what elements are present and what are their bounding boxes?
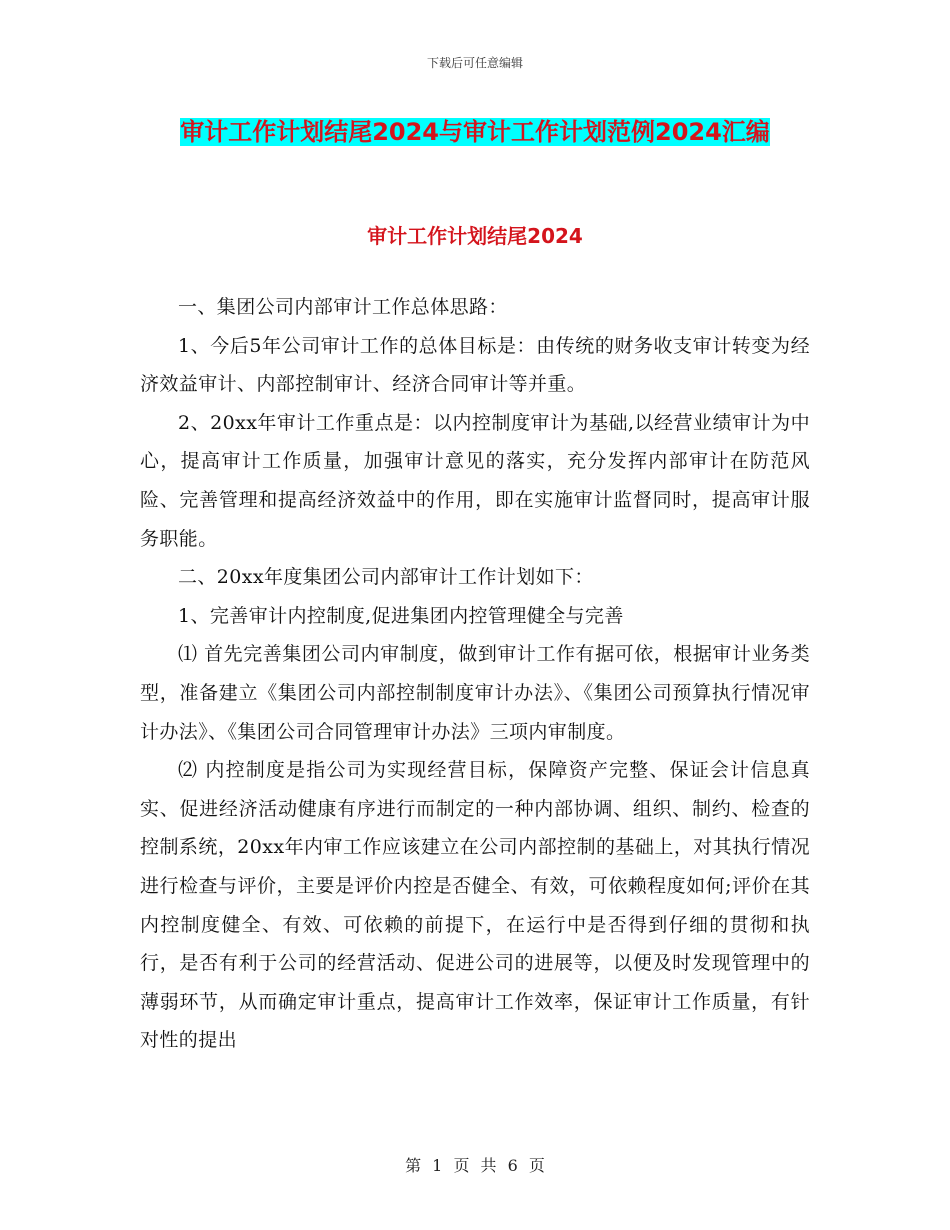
- page-number-footer: 第 1 页 共 6 页: [405, 1156, 545, 1175]
- paragraph: ⑵ 内控制度是指公司为实现经营目标，保障资产完整、保证会计信息真实、促进经济活动健康有序进行而制定的一种内部协调、组织、制约、检查的控制系统，20xx年内审工作应该建立在公司内部控制的基础上，对其执行情况进行检查与评价，主要是评价内控是否健全、有效，可依赖程度如何;评价在其内控制度健全、有效、可依赖的前提下，在运行中是否得到仔细的贯彻和执行，是否有利于公司的经营活动、促进公司的进展等，以便及时发现管理中的薄弱环节，从而确定审计重点，提高审计工作效率，保证审计工作质量，有针对性的提出: [140, 759, 810, 1052]
- header-note: 下载后可任意编辑: [426, 56, 523, 70]
- document-title: [140, 108, 810, 156]
- paragraph: 1、完善审计内控制度,促进集团内控管理健全与完善: [178, 604, 624, 627]
- document-body: [140, 288, 810, 1060]
- section-title: 审计工作计划结尾2024: [367, 224, 583, 248]
- document-title-text: 审计工作计划结尾2024与审计工作计划范例2024汇编: [180, 118, 770, 146]
- paragraph: 1、今后5年公司审计工作的总体目标是：由传统的财务收支审计转变为经济效益审计、内部控制审计、经济合同审计等并重。: [140, 334, 810, 396]
- paragraph: 2、20xx年审计工作重点是：以内控制度审计为基础,以经营业绩审计为中心，提高审计工作质量，加强审计意见的落实，充分发挥内部审计在防范风险、完善管理和提高经济效益中的作用，即在实施审计监督同时，提高审计服务职能。: [140, 411, 810, 550]
- paragraph: 一、集团公司内部审计工作总体思路：: [178, 296, 508, 318]
- paragraph: ⑴ 首先完善集团公司内审制度，做到审计工作有据可依，根据审计业务类型，准备建立《集团公司内部控制制度审计办法》、《集团公司预算执行情况审计办法》、《集团公司合同管理审计办法》三项内审制度。: [140, 643, 810, 743]
- paragraph: 二、20xx年度集团公司内部审计工作计划如下：: [178, 566, 594, 589]
